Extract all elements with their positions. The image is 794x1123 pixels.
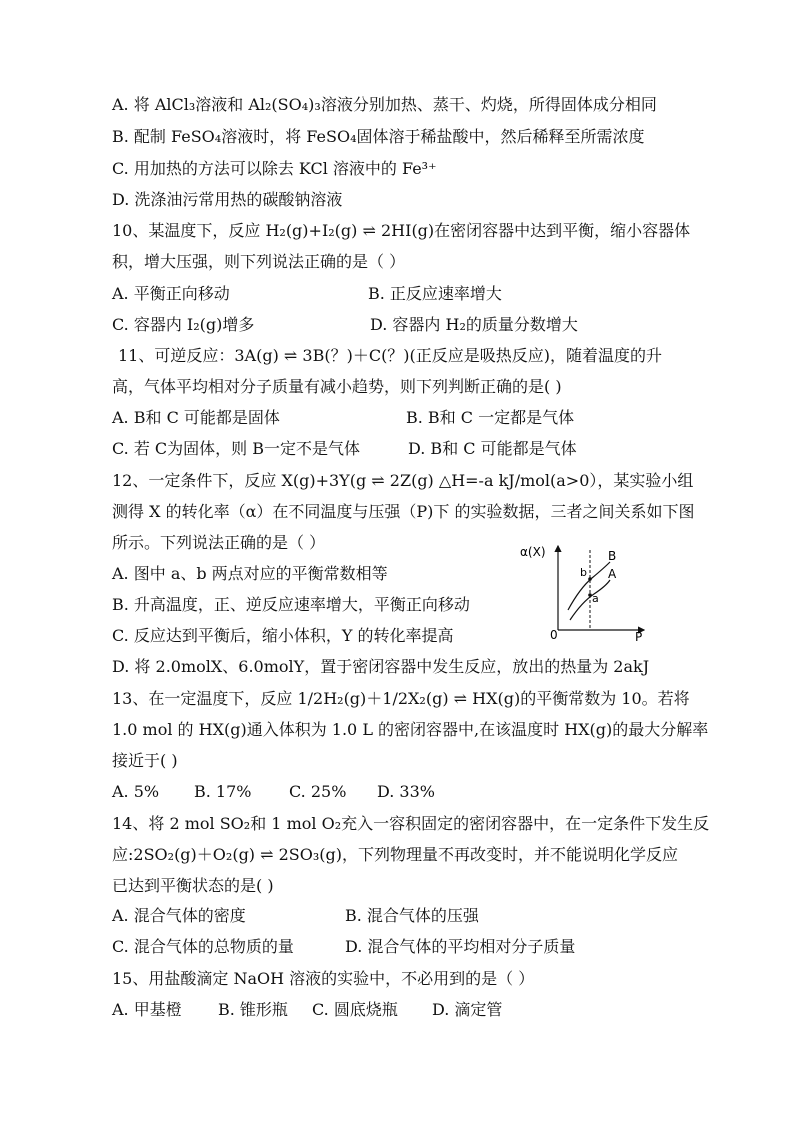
q14-stem-line1: 14、将 2 mol SO₂和 1 mol O₂充入一容积固定的密闭容器中，在一定条件下发生反 bbox=[112, 814, 710, 833]
q11-option-d: D. B和 C 可能都是气体 bbox=[408, 439, 577, 458]
origin-label: 0 bbox=[550, 628, 558, 642]
q12-stem-line1: 12、一定条件下，反应 X(g)+3Y(g ⇌ 2Z(g) △H=-a kJ/mol(a>0），某实验小组 bbox=[112, 471, 694, 490]
q10-option-b: B. 正反应速率增大 bbox=[368, 284, 502, 303]
q12-stem-line3: 所示。下列说法正确的是（ ） bbox=[112, 533, 326, 552]
point-b-label: b bbox=[580, 566, 587, 579]
q15-option-a: A. 甲基橙 bbox=[112, 1000, 182, 1019]
y-axis-label: α(X) bbox=[520, 545, 546, 559]
q11-option-c: C. 若 C为固体，则 B一定不是气体 bbox=[112, 439, 361, 458]
q13-option-d: D. 33% bbox=[377, 782, 435, 801]
q11-stem-line1: 11、可逆反应：3A(g) ⇌ 3B(？)＋C(？)(正反应是吸热反应)，随着温度的升 bbox=[118, 346, 663, 365]
q10-stem-line1: 10、某温度下，反应 H₂(g)+I₂(g) ⇌ 2HI(g)在密闭容器中达到平衡，缩小容器体 bbox=[112, 221, 691, 240]
q10-option-c: C. 容器内 I₂(g)增多 bbox=[112, 315, 255, 334]
q14-option-b: B. 混合气体的压强 bbox=[345, 906, 479, 925]
q15-option-c: C. 圆底烧瓶 bbox=[312, 1000, 398, 1019]
q10-option-a: A. 平衡正向移动 bbox=[112, 284, 230, 303]
q12-stem-line2: 测得 X 的转化率（α）在不同温度与压强（P)下 的实验数据，三者之间关系如下图 bbox=[112, 502, 695, 521]
q12-option-a: A. 图中 a、b 两点对应的平衡常数相等 bbox=[112, 564, 388, 583]
x-axis-label: P bbox=[635, 630, 643, 642]
q13-option-b: B. 17% bbox=[194, 782, 252, 801]
q11-option-a: A. B和 C 可能都是固体 bbox=[112, 408, 280, 427]
q12-option-d: D. 将 2.0molX、6.0molY，置于密闭容器中发生反应，放出的热量为 2akJ bbox=[112, 657, 650, 676]
q15-option-d: D. 滴定管 bbox=[432, 1000, 503, 1019]
q12-conversion-figure bbox=[518, 540, 686, 642]
point-b-marker bbox=[588, 577, 592, 581]
q13-stem-line2: 1.0 mol 的 HX(g)通入体积为 1.0 L 的密闭容器中,在该温度时 HX(g)的最大分解率 bbox=[112, 720, 709, 739]
q11-option-b: B. B和 C 一定都是气体 bbox=[406, 408, 575, 427]
q14-option-c: C. 混合气体的总物质的量 bbox=[112, 937, 294, 956]
q10-stem-line2: 积，增大压强，则下列说法正确的是（ ） bbox=[112, 252, 406, 271]
q9-option-b: B. 配制 FeSO₄溶液时，将 FeSO₄固体溶于稀盐酸中，然后稀释至所需浓度 bbox=[112, 127, 645, 146]
q15-stem: 15、用盐酸滴定 NaOH 溶液的实验中，不必用到的是（ ） bbox=[112, 969, 535, 988]
q9-option-c: C. 用加热的方法可以除去 KCl 溶液中的 Fe³⁺ bbox=[112, 159, 437, 178]
q10-option-d: D. 容器内 H₂的质量分数增大 bbox=[370, 315, 578, 334]
q12-option-c: C. 反应达到平衡后，缩小体积，Y 的转化率提高 bbox=[112, 626, 454, 645]
point-a-label: a bbox=[592, 592, 599, 605]
q14-option-d: D. 混合气体的平均相对分子质量 bbox=[345, 937, 576, 956]
curve-b-label: B bbox=[608, 549, 617, 563]
q13-stem-line1: 13、在一定温度下，反应 1/2H₂(g)＋1/2X₂(g) ⇌ HX(g)的平衡常数为 10。若将 bbox=[112, 689, 690, 708]
curve-a-label: A bbox=[608, 567, 617, 581]
q14-stem-line2: 应:2SO₂(g)＋O₂(g) ⇌ 2SO₃(g)，下列物理量不再改变时，并不能说明化学反应 bbox=[112, 845, 679, 864]
q14-stem-line3: 已达到平衡状态的是( ) bbox=[112, 876, 274, 895]
q9-option-a: A. 将 AlCl₃溶液和 Al₂(SO₄)₃溶液分别加热、蒸干、灼烧，所得固体成分相同 bbox=[112, 95, 657, 114]
q13-stem-line3: 接近于( ) bbox=[112, 751, 178, 770]
q13-option-c: C. 25% bbox=[289, 782, 347, 801]
q11-stem-line2: 高，气体平均相对分子质量有减小趋势，则下列判断正确的是( ) bbox=[112, 377, 562, 396]
q9-option-d: D. 洗涤油污常用热的碳酸钠溶液 bbox=[112, 190, 343, 209]
q14-option-a: A. 混合气体的密度 bbox=[112, 906, 246, 925]
q15-option-b: B. 锥形瓶 bbox=[218, 1000, 288, 1019]
q13-option-a: A. 5% bbox=[112, 782, 160, 801]
q12-option-b: B. 升高温度，正、逆反应速率增大，平衡正向移动 bbox=[112, 595, 470, 614]
